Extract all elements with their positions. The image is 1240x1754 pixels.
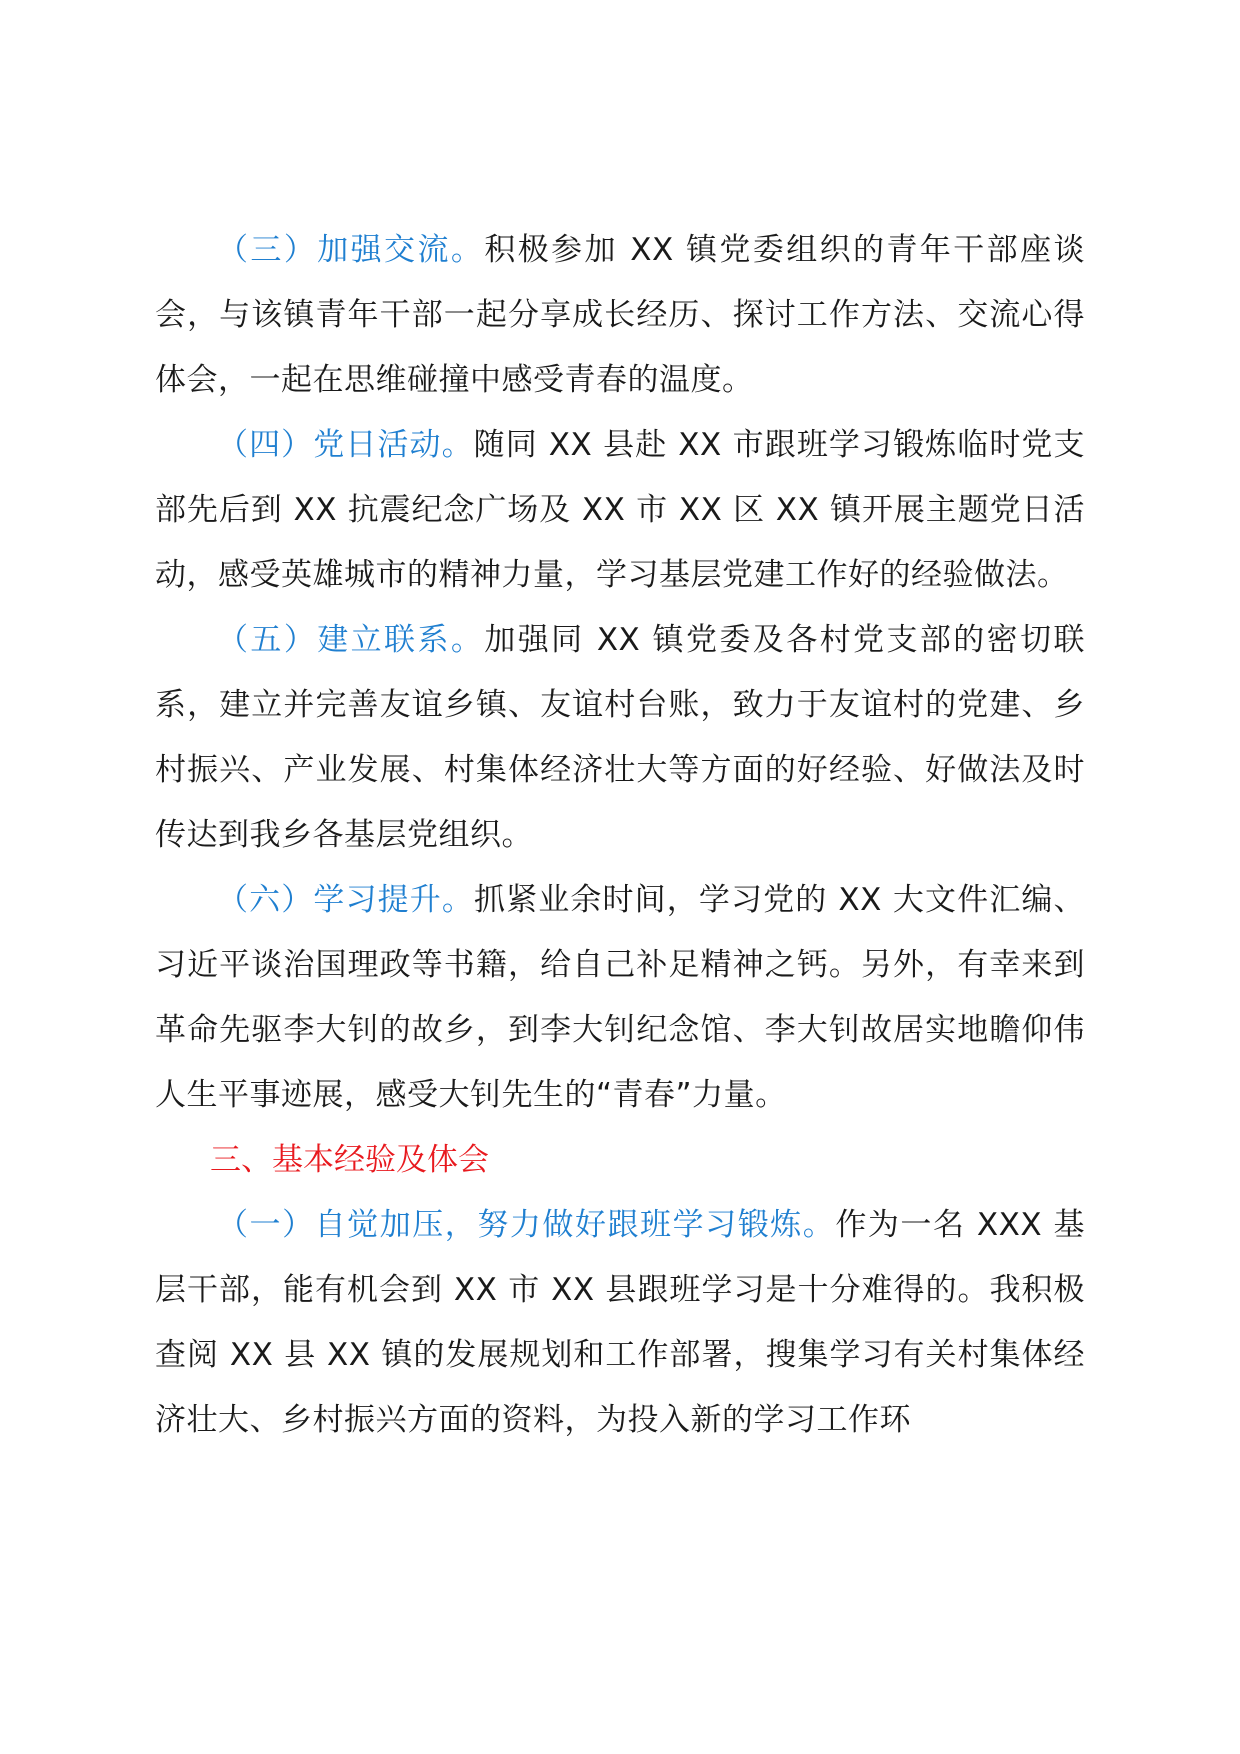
section-heading: 三、基本经验及体会 xyxy=(210,1142,489,1178)
paragraph-lead: （三）加强交流。 xyxy=(217,232,485,268)
paragraph-text: 作为一名 XXX 基层干部，能有机会到 XX 市 XX 县跟班学习是十分难得的。我积极查阅 XX 县 XX 镇的发展规划和工作部署，搜集学习有关村集体经济壮大、乡村振兴方面的资料，为投入新的学习工作环 xyxy=(155,1207,1086,1438)
paragraph-lead: （四）党日活动。 xyxy=(217,427,474,463)
paragraph-lead: （六）学习提升。 xyxy=(217,882,475,918)
paragraph-text: 加强同 XX 镇党委及各村党支部的密切联系，建立并完善友谊乡镇、友谊村台账，致力于友谊村的党建、乡村振兴、产业发展、村集体经济壮大等方面的好经验、好做法及时传达到我乡各基层党组织。 xyxy=(155,622,1086,853)
paragraph-strengthen-exchange xyxy=(155,218,1085,413)
paragraph-text: 随同 XX 县赴 XX 市跟班学习锻炼临时党支部先后到 XX 抗震纪念广场及 XX 市 XX 区 XX 镇开展主题党日活动，感受英雄城市的精神力量，学习基层党建工作好的经验做法。 xyxy=(155,427,1085,593)
document-body xyxy=(155,218,1085,1453)
paragraph-lead: （一）自觉加压，努力做好跟班学习锻炼。 xyxy=(217,1207,836,1243)
paragraph-study-improvement xyxy=(155,868,1085,1128)
paragraph-text: 抓紧业余时间，学习党的 XX 大文件汇编、习近平谈治国理政等书籍，给自己补足精神之钙。另外，有幸来到革命先驱李大钊的故乡，到李大钊纪念馆、李大钊故居实地瞻仰伟人生平事迹展，感受大钊先生的“青春”力量。 xyxy=(155,882,1086,1113)
paragraph-party-day-activity xyxy=(155,413,1085,608)
paragraph-self-pressure xyxy=(155,1193,1085,1453)
paragraph-lead: （五）建立联系。 xyxy=(217,622,485,658)
paragraph-establish-contact xyxy=(155,608,1085,868)
paragraph-text: 积极参加 XX 镇党委组织的青年干部座谈会，与该镇青年干部一起分享成长经历、探讨工作方法、交流心得体会，一起在思维碰撞中感受青春的温度。 xyxy=(155,232,1086,398)
